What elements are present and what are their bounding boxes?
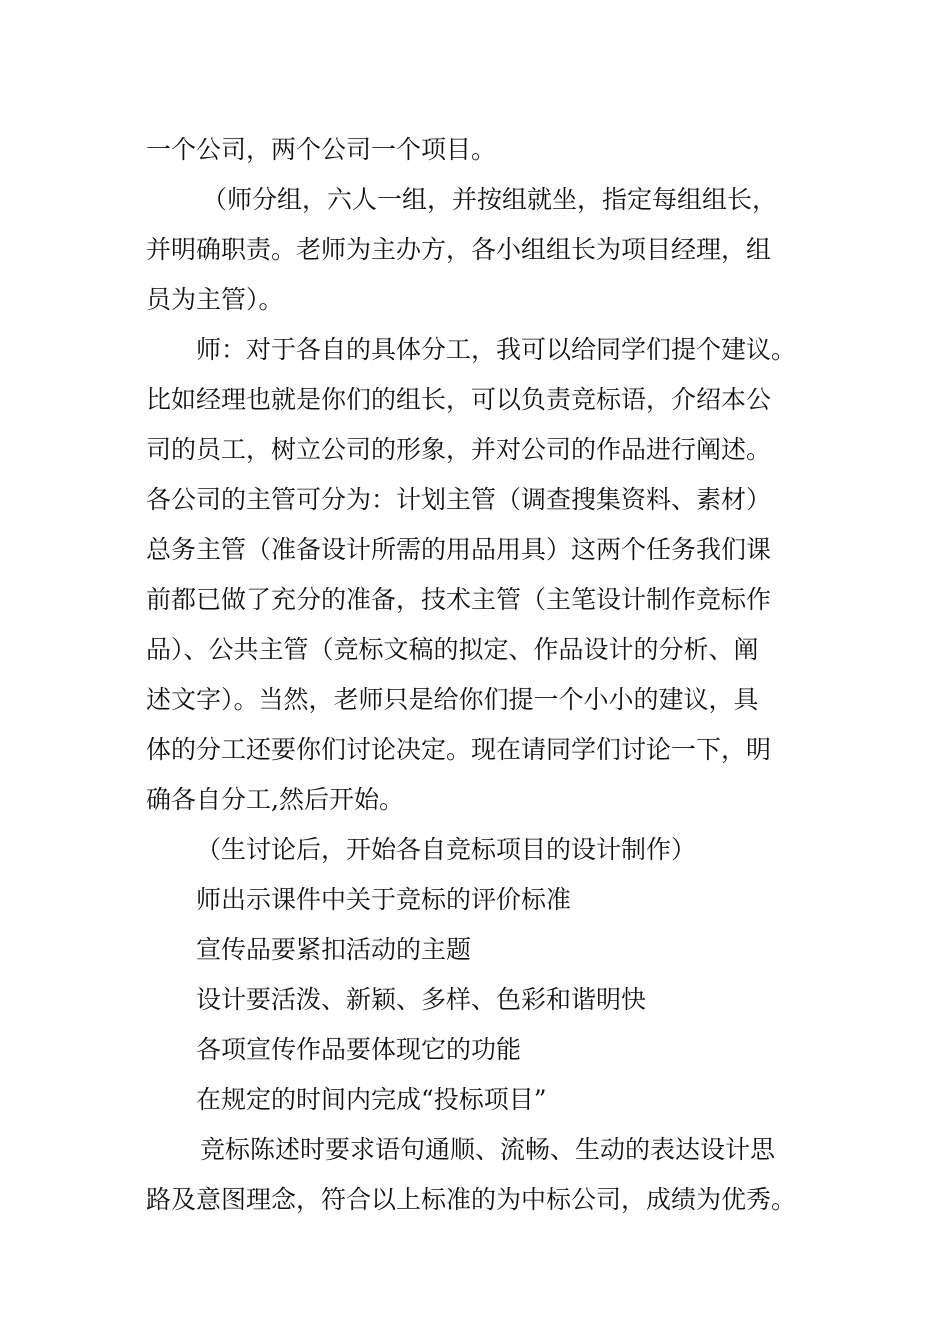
text-line: 竞标陈述时要求语句通顺、流畅、生动的表达设计思 bbox=[200, 1135, 776, 1164]
text-line: 品）、公共主管（竞标文稿的拟定、作品设计的分析、阐 bbox=[146, 635, 759, 664]
paragraph-student-discussion bbox=[146, 825, 816, 875]
criteria-item bbox=[146, 925, 816, 975]
text-line: 各公司的主管可分为：计划主管（调查搜集资料、素材） bbox=[146, 485, 772, 514]
text-line: 在规定的时间内完成“投标项目” bbox=[196, 1085, 547, 1114]
paragraph-presentation-requirements bbox=[146, 1125, 816, 1225]
text-line: 一个公司，两个公司一个项目。 bbox=[146, 135, 497, 164]
text-line: 设计要活泼、新颖、多样、色彩和谐明快 bbox=[196, 985, 647, 1014]
text-line: 总务主管（准备设计所需的用品用具）这两个任务我们课 bbox=[146, 535, 772, 564]
criteria-item bbox=[146, 1075, 816, 1125]
text-line: 师：对于各自的具体分工，我可以给同学们提个建议。 bbox=[196, 335, 797, 364]
document-body bbox=[146, 125, 816, 1225]
text-line: 述文字）。当然，老师只是给你们提一个小小的建议，具 bbox=[146, 685, 759, 714]
text-line: 师出示课件中关于竞标的评价标准 bbox=[196, 885, 572, 914]
criteria-item bbox=[146, 1025, 816, 1075]
text-line: （师分组，六人一组，并按组就坐，指定每组组长， bbox=[202, 185, 778, 214]
paragraph-grouping-instructions bbox=[146, 175, 816, 325]
text-line: 宣传品要紧扣活动的主题 bbox=[196, 935, 472, 964]
text-line: 司的员工，树立公司的形象，并对公司的作品进行阐述。 bbox=[146, 435, 772, 464]
text-line: 确各自分工,然后开始。 bbox=[146, 785, 404, 814]
text-line: （生讨论后，开始各自竞标项目的设计制作） bbox=[196, 835, 697, 864]
text-line: 路及意图理念，符合以上标准的为中标公司，成绩为优秀。 bbox=[146, 1185, 797, 1214]
text-line: 前都已做了充分的准备，技术主管（主笔设计制作竞标作 bbox=[146, 585, 772, 614]
paragraph-continuation bbox=[146, 125, 816, 175]
text-line: 体的分工还要你们讨论决定。现在请同学们讨论一下，明 bbox=[146, 735, 772, 764]
text-line: 比如经理也就是你们的组长，可以负责竞标语，介绍本公 bbox=[146, 385, 772, 414]
criteria-item bbox=[146, 975, 816, 1025]
text-line: 并明确职责。老师为主办方，各小组组长为项目经理，组 bbox=[146, 235, 772, 264]
text-line: 各项宣传作品要体现它的功能 bbox=[196, 1035, 522, 1064]
text-line: 员为主管）。 bbox=[146, 285, 284, 314]
paragraph-teacher-suggestion bbox=[146, 325, 816, 825]
paragraph-criteria-intro bbox=[146, 875, 816, 925]
